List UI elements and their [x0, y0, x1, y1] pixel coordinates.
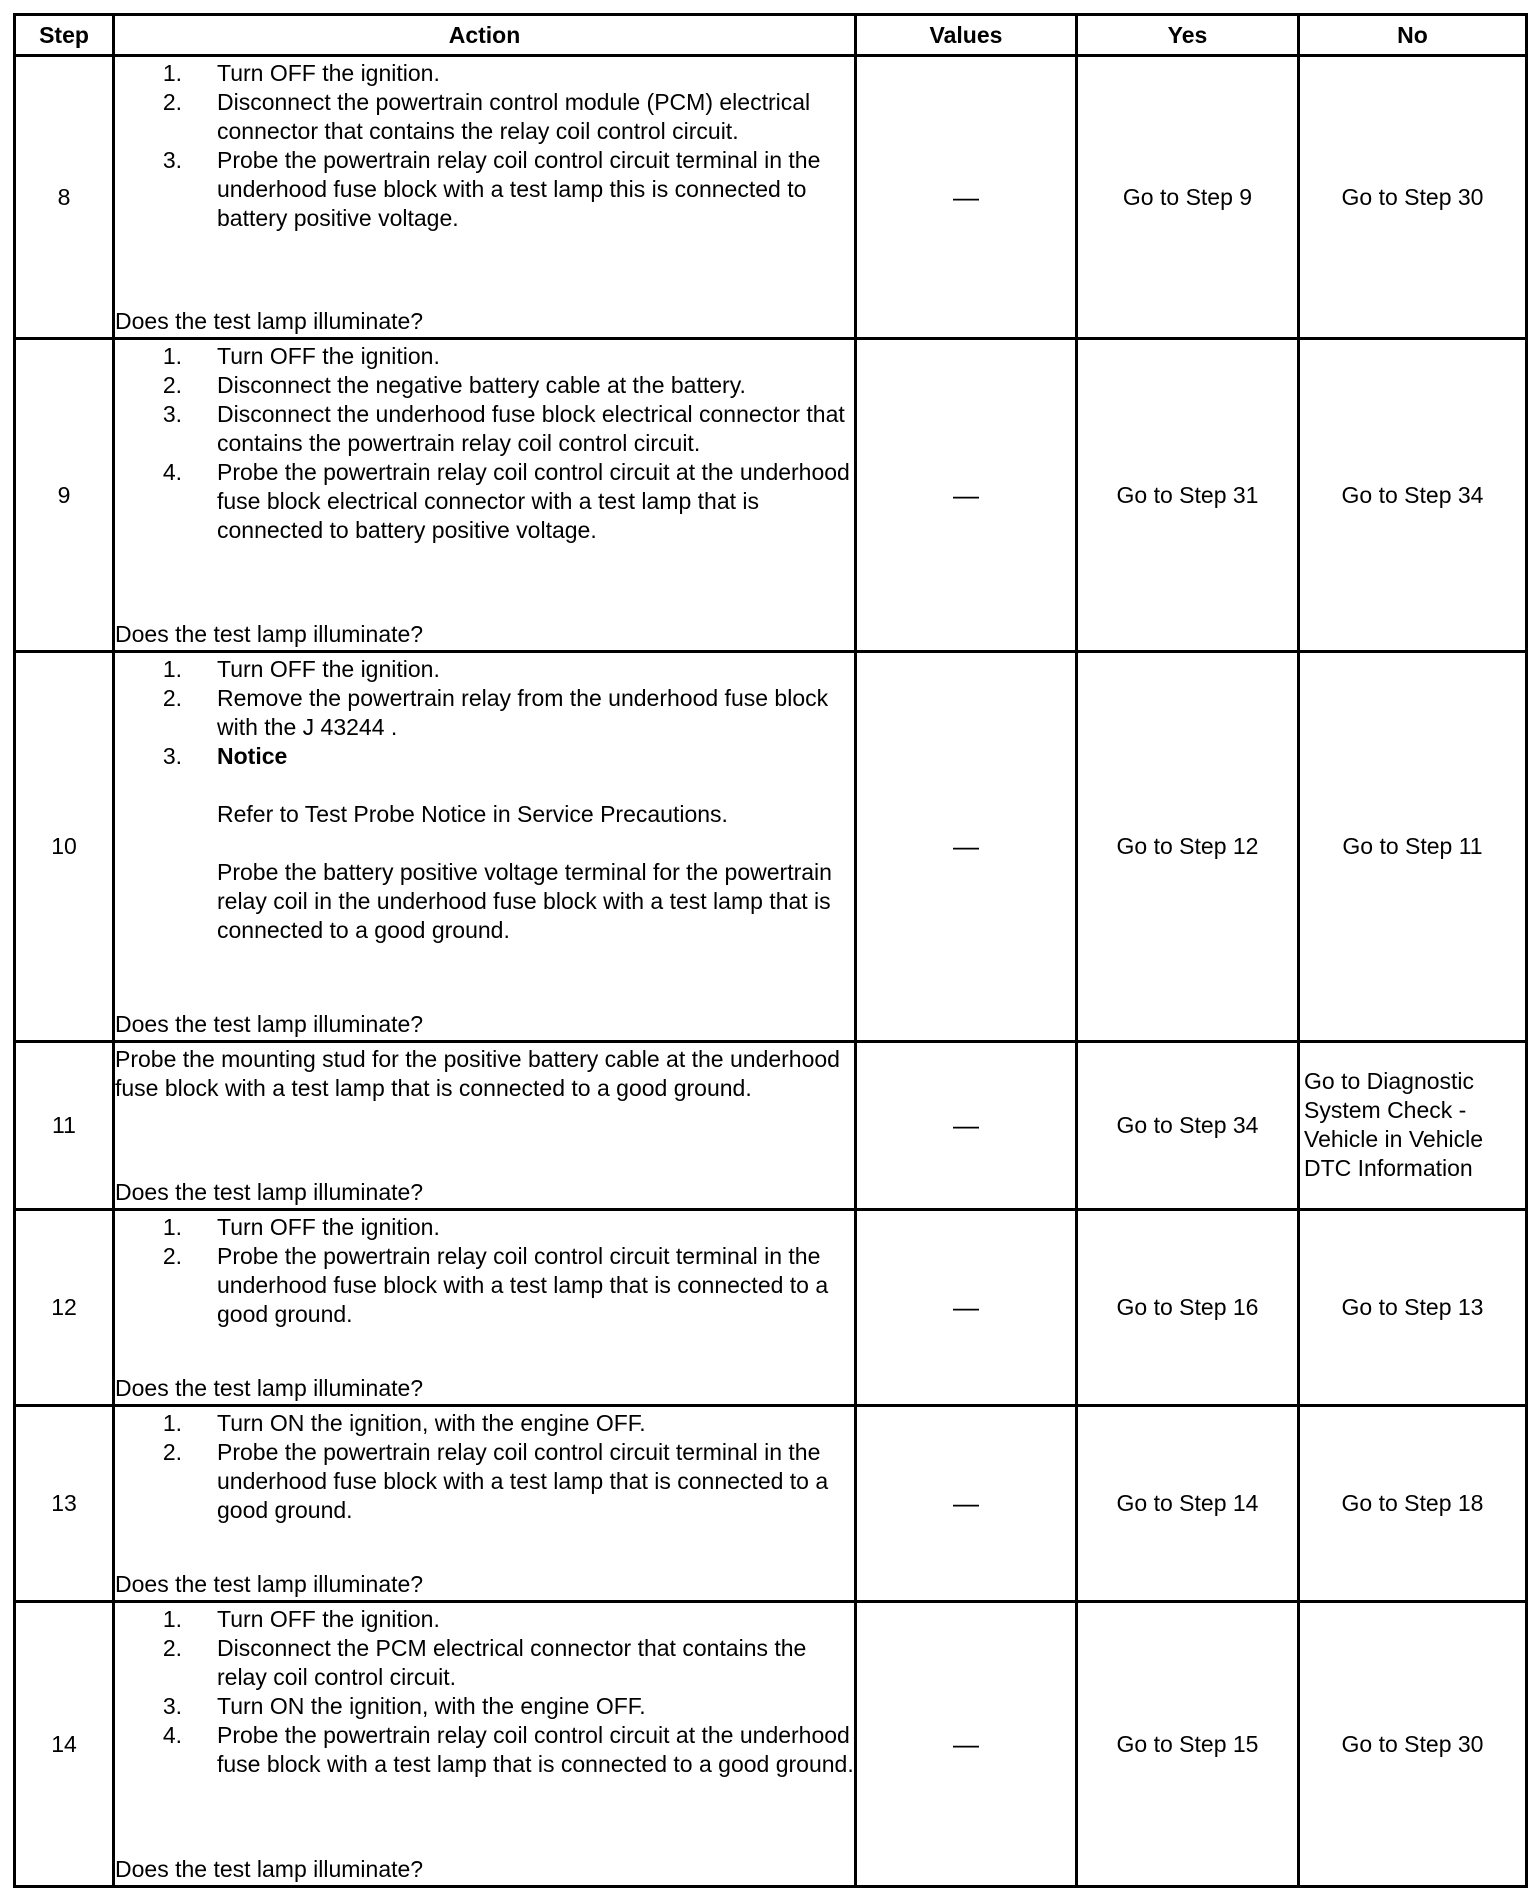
yes-cell: Go to Step 15: [1077, 1602, 1299, 1887]
notice-title: Notice: [217, 742, 288, 769]
values-cell: —: [856, 56, 1077, 339]
step-number: 10: [15, 652, 114, 1042]
list-item: 4. Probe the powertrain relay coil control circuit at the underhood fuse block with a test lamp that is connected to a good ground.: [162, 1721, 854, 1777]
table-row: [15, 56, 1527, 339]
step-number: 9: [15, 339, 114, 652]
action-question: Does the test lamp illuminate?: [115, 1570, 424, 1597]
action-steps: [115, 1409, 854, 1525]
header-yes: Yes: [1077, 15, 1299, 56]
yes-cell: Go to Step 31: [1077, 339, 1299, 652]
no-cell: Go to Step 30: [1299, 1602, 1527, 1887]
list-item: 2. Probe the powertrain relay coil control circuit terminal in the underhood fuse block with a test lamp that is connected to a good ground.: [162, 1242, 829, 1327]
action-question: Does the test lamp illuminate?: [115, 1178, 424, 1205]
yes-cell: Go to Step 16: [1077, 1210, 1299, 1406]
table-row: [15, 652, 1527, 1042]
list-item: 3. Probe the powertrain relay coil control circuit terminal in the underhood fuse block with a test lamp this is connected to battery positive voltage.: [162, 146, 821, 231]
no-cell: Go to Diagnostic System Check - Vehicle in Vehicle DTC Information: [1299, 1042, 1527, 1210]
action-cell: [114, 1406, 856, 1602]
action-question: Does the test lamp illuminate?: [115, 620, 424, 647]
action-cell: [114, 1042, 856, 1210]
table-row: [15, 1042, 1527, 1210]
no-cell: Go to Step 11: [1299, 652, 1527, 1042]
list-item: 2. Remove the powertrain relay from the underhood fuse block with the J 43244 .: [162, 684, 829, 740]
step-number: 13: [15, 1406, 114, 1602]
action-cell: [114, 56, 856, 339]
table-row: [15, 1210, 1527, 1406]
list-item: 2. Disconnect the powertrain control module (PCM) electrical connector that contains the relay coil control circuit.: [162, 88, 811, 144]
list-item: 2. Disconnect the PCM electrical connector that contains the relay coil control circuit.: [162, 1634, 807, 1690]
action-question: Does the test lamp illuminate?: [115, 307, 424, 334]
yes-cell: Go to Step 12: [1077, 652, 1299, 1042]
values-cell: —: [856, 1042, 1077, 1210]
values-cell: —: [856, 1210, 1077, 1406]
list-item: 1. Turn OFF the ignition.: [162, 342, 440, 369]
action-steps: [115, 655, 854, 945]
table-row: [15, 1602, 1527, 1887]
action-cell: [114, 652, 856, 1042]
list-item: 2. Disconnect the negative battery cable at the battery.: [162, 371, 746, 398]
header-step: Step: [15, 15, 114, 56]
no-cell: Go to Step 18: [1299, 1406, 1527, 1602]
list-item: 3. Disconnect the underhood fuse block electrical connector that contains the powertrain relay coil control circuit.: [162, 400, 845, 456]
list-item: 1. Turn OFF the ignition.: [162, 59, 440, 86]
header-row: [15, 15, 1527, 56]
header-no: No: [1299, 15, 1527, 56]
action-question: Does the test lamp illuminate?: [115, 1855, 424, 1882]
notice-text: Refer to Test Probe Notice in Service Precautions.: [217, 800, 728, 827]
action-cell: [114, 1210, 856, 1406]
yes-cell: Go to Step 34: [1077, 1042, 1299, 1210]
values-cell: —: [856, 339, 1077, 652]
action-steps: [115, 59, 854, 233]
table-row: [15, 339, 1527, 652]
list-item: 1. Turn ON the ignition, with the engine OFF.: [162, 1409, 646, 1436]
diagnostic-table: [13, 13, 1528, 1888]
action-steps: [115, 1605, 854, 1779]
action-cell: [114, 1602, 856, 1887]
list-item: 1. Turn OFF the ignition.: [162, 1213, 440, 1240]
notice-probe: Probe the battery positive voltage terminal for the powertrain relay coil in the underhood fuse block with a test lamp that is connected to a good ground.: [217, 858, 832, 943]
step-number: 14: [15, 1602, 114, 1887]
action-steps: [115, 342, 854, 545]
action-question: Does the test lamp illuminate?: [115, 1374, 424, 1401]
list-item: 2. Probe the powertrain relay coil control circuit terminal in the underhood fuse block with a test lamp that is connected to a good ground.: [162, 1438, 829, 1523]
yes-cell: Go to Step 14: [1077, 1406, 1299, 1602]
no-cell: Go to Step 13: [1299, 1210, 1527, 1406]
list-item: 1. Turn OFF the ignition.: [162, 655, 440, 682]
header-action: Action: [114, 15, 856, 56]
list-item: 1. Turn OFF the ignition.: [162, 1605, 440, 1632]
action-steps: [115, 1213, 854, 1329]
step-number: 12: [15, 1210, 114, 1406]
list-item: 4. Probe the powertrain relay coil control circuit at the underhood fuse block electrical connector with a test lamp that is connected to battery positive voltage.: [162, 458, 850, 543]
no-cell: Go to Step 34: [1299, 339, 1527, 652]
step-number: 8: [15, 56, 114, 339]
table-row: [15, 1406, 1527, 1602]
no-cell: Go to Step 30: [1299, 56, 1527, 339]
values-cell: —: [856, 1406, 1077, 1602]
step-number: 11: [15, 1042, 114, 1210]
list-item: 3. Turn ON the ignition, with the engine OFF.: [162, 1692, 646, 1719]
header-values: Values: [856, 15, 1077, 56]
values-cell: —: [856, 1602, 1077, 1887]
action-text: Probe the mounting stud for the positive battery cable at the underhood fuse block with a test lamp that is connected to a good ground.: [115, 1045, 840, 1101]
action-cell: [114, 339, 856, 652]
action-question: Does the test lamp illuminate?: [115, 1010, 424, 1037]
yes-cell: Go to Step 9: [1077, 56, 1299, 339]
list-item: 3. Notice Refer to Test Probe Notice in Service Precautions. Probe the battery positive voltage terminal for the powertrain relay coil in the underhood fuse block with a test lamp that is connected to a good ground.: [115, 742, 854, 945]
values-cell: —: [856, 652, 1077, 1042]
